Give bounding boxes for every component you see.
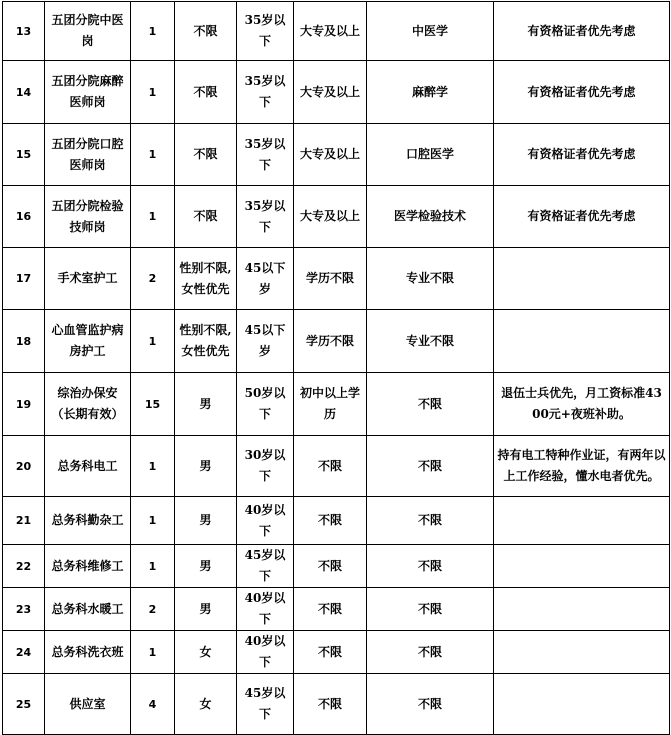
cell-count: 15 (131, 373, 175, 436)
cell-no: 15 (3, 124, 45, 186)
cell-note (494, 497, 670, 545)
cell-age: 40岁以下 (237, 588, 294, 631)
cell-major: 不限 (367, 674, 494, 735)
cell-no: 13 (3, 2, 45, 61)
cell-age: 45以下岁 (237, 310, 294, 373)
table-row (3, 545, 670, 588)
cell-age: 35岁以下 (237, 61, 294, 124)
cell-post: 总务科水暖工 (45, 588, 131, 631)
cell-gender: 男 (175, 373, 237, 436)
cell-no: 23 (3, 588, 45, 631)
cell-major: 口腔医学 (367, 124, 494, 186)
cell-education: 不限 (294, 674, 367, 735)
table-row (3, 588, 670, 631)
cell-major: 麻醉学 (367, 61, 494, 124)
table-row (3, 2, 670, 61)
cell-age: 30岁以下 (237, 436, 294, 497)
cell-major: 专业不限 (367, 310, 494, 373)
table-row (3, 497, 670, 545)
cell-gender: 男 (175, 545, 237, 588)
cell-note (494, 631, 670, 674)
cell-age: 50岁以下 (237, 373, 294, 436)
cell-note: 退伍士兵优先，月工资标准4300元+夜班补助。 (494, 373, 670, 436)
cell-no: 24 (3, 631, 45, 674)
cell-age: 35岁以下 (237, 186, 294, 248)
cell-gender: 男 (175, 436, 237, 497)
cell-count: 1 (131, 631, 175, 674)
table-row (3, 124, 670, 186)
cell-post: 总务科勤杂工 (45, 497, 131, 545)
cell-age: 40岁以下 (237, 631, 294, 674)
cell-major: 不限 (367, 545, 494, 588)
cell-count: 1 (131, 497, 175, 545)
cell-gender: 男 (175, 588, 237, 631)
cell-gender: 男 (175, 497, 237, 545)
cell-post: 手术室护工 (45, 248, 131, 310)
cell-gender: 性别不限,女性优先 (175, 248, 237, 310)
table-row (3, 674, 670, 735)
cell-age: 35岁以下 (237, 2, 294, 61)
cell-age: 45以下岁 (237, 248, 294, 310)
cell-count: 4 (131, 674, 175, 735)
cell-major: 不限 (367, 497, 494, 545)
cell-note: 有资格证者优先考虑 (494, 124, 670, 186)
cell-post: 总务科洗衣班 (45, 631, 131, 674)
cell-count: 1 (131, 186, 175, 248)
cell-education: 学历不限 (294, 310, 367, 373)
cell-education: 初中以上学历 (294, 373, 367, 436)
cell-gender: 不限 (175, 186, 237, 248)
cell-gender: 不限 (175, 61, 237, 124)
cell-gender: 不限 (175, 2, 237, 61)
cell-count: 1 (131, 545, 175, 588)
cell-education: 不限 (294, 588, 367, 631)
cell-no: 25 (3, 674, 45, 735)
cell-count: 1 (131, 2, 175, 61)
cell-post: 五团分院检验技师岗 (45, 186, 131, 248)
cell-count: 1 (131, 61, 175, 124)
table-row (3, 248, 670, 310)
cell-post: 综治办保安（长期有效） (45, 373, 131, 436)
cell-education: 不限 (294, 545, 367, 588)
cell-education: 大专及以上 (294, 186, 367, 248)
cell-note (494, 545, 670, 588)
cell-gender: 女 (175, 631, 237, 674)
cell-note: 有资格证者优先考虑 (494, 186, 670, 248)
cell-post: 总务科维修工 (45, 545, 131, 588)
table-row (3, 186, 670, 248)
cell-major: 不限 (367, 436, 494, 497)
table-row (3, 310, 670, 373)
cell-no: 16 (3, 186, 45, 248)
cell-count: 1 (131, 124, 175, 186)
cell-post: 心血管监护病房护工 (45, 310, 131, 373)
cell-major: 中医学 (367, 2, 494, 61)
cell-note (494, 674, 670, 735)
cell-age: 45岁以下 (237, 674, 294, 735)
cell-note (494, 248, 670, 310)
cell-education: 大专及以上 (294, 61, 367, 124)
cell-note: 有资格证者优先考虑 (494, 2, 670, 61)
cell-major: 不限 (367, 588, 494, 631)
cell-education: 不限 (294, 436, 367, 497)
cell-post: 五团分院口腔医师岗 (45, 124, 131, 186)
cell-post: 供应室 (45, 674, 131, 735)
table-row (3, 373, 670, 436)
cell-gender: 不限 (175, 124, 237, 186)
cell-no: 18 (3, 310, 45, 373)
cell-major: 不限 (367, 631, 494, 674)
recruitment-table (2, 1, 670, 735)
table-row (3, 436, 670, 497)
cell-education: 大专及以上 (294, 2, 367, 61)
cell-major: 专业不限 (367, 248, 494, 310)
cell-education: 不限 (294, 497, 367, 545)
cell-no: 20 (3, 436, 45, 497)
cell-count: 1 (131, 310, 175, 373)
cell-no: 19 (3, 373, 45, 436)
cell-count: 2 (131, 248, 175, 310)
cell-no: 21 (3, 497, 45, 545)
cell-education: 学历不限 (294, 248, 367, 310)
table-row (3, 631, 670, 674)
cell-count: 2 (131, 588, 175, 631)
cell-post: 总务科电工 (45, 436, 131, 497)
cell-no: 14 (3, 61, 45, 124)
cell-post: 五团分院中医岗 (45, 2, 131, 61)
cell-no: 22 (3, 545, 45, 588)
cell-age: 40岁以下 (237, 497, 294, 545)
cell-education: 大专及以上 (294, 124, 367, 186)
cell-age: 35岁以下 (237, 124, 294, 186)
cell-gender: 性别不限,女性优先 (175, 310, 237, 373)
cell-post: 五团分院麻醉医师岗 (45, 61, 131, 124)
cell-no: 17 (3, 248, 45, 310)
cell-major: 不限 (367, 373, 494, 436)
cell-major: 医学检验技术 (367, 186, 494, 248)
cell-education: 不限 (294, 631, 367, 674)
cell-age: 45岁以下 (237, 545, 294, 588)
cell-gender: 女 (175, 674, 237, 735)
table-body (3, 2, 670, 735)
cell-note: 有资格证者优先考虑 (494, 61, 670, 124)
table-row (3, 61, 670, 124)
cell-note (494, 310, 670, 373)
cell-note (494, 588, 670, 631)
cell-count: 1 (131, 436, 175, 497)
cell-note: 持有电工特种作业证，有两年以上工作经验，懂水电者优先。 (494, 436, 670, 497)
